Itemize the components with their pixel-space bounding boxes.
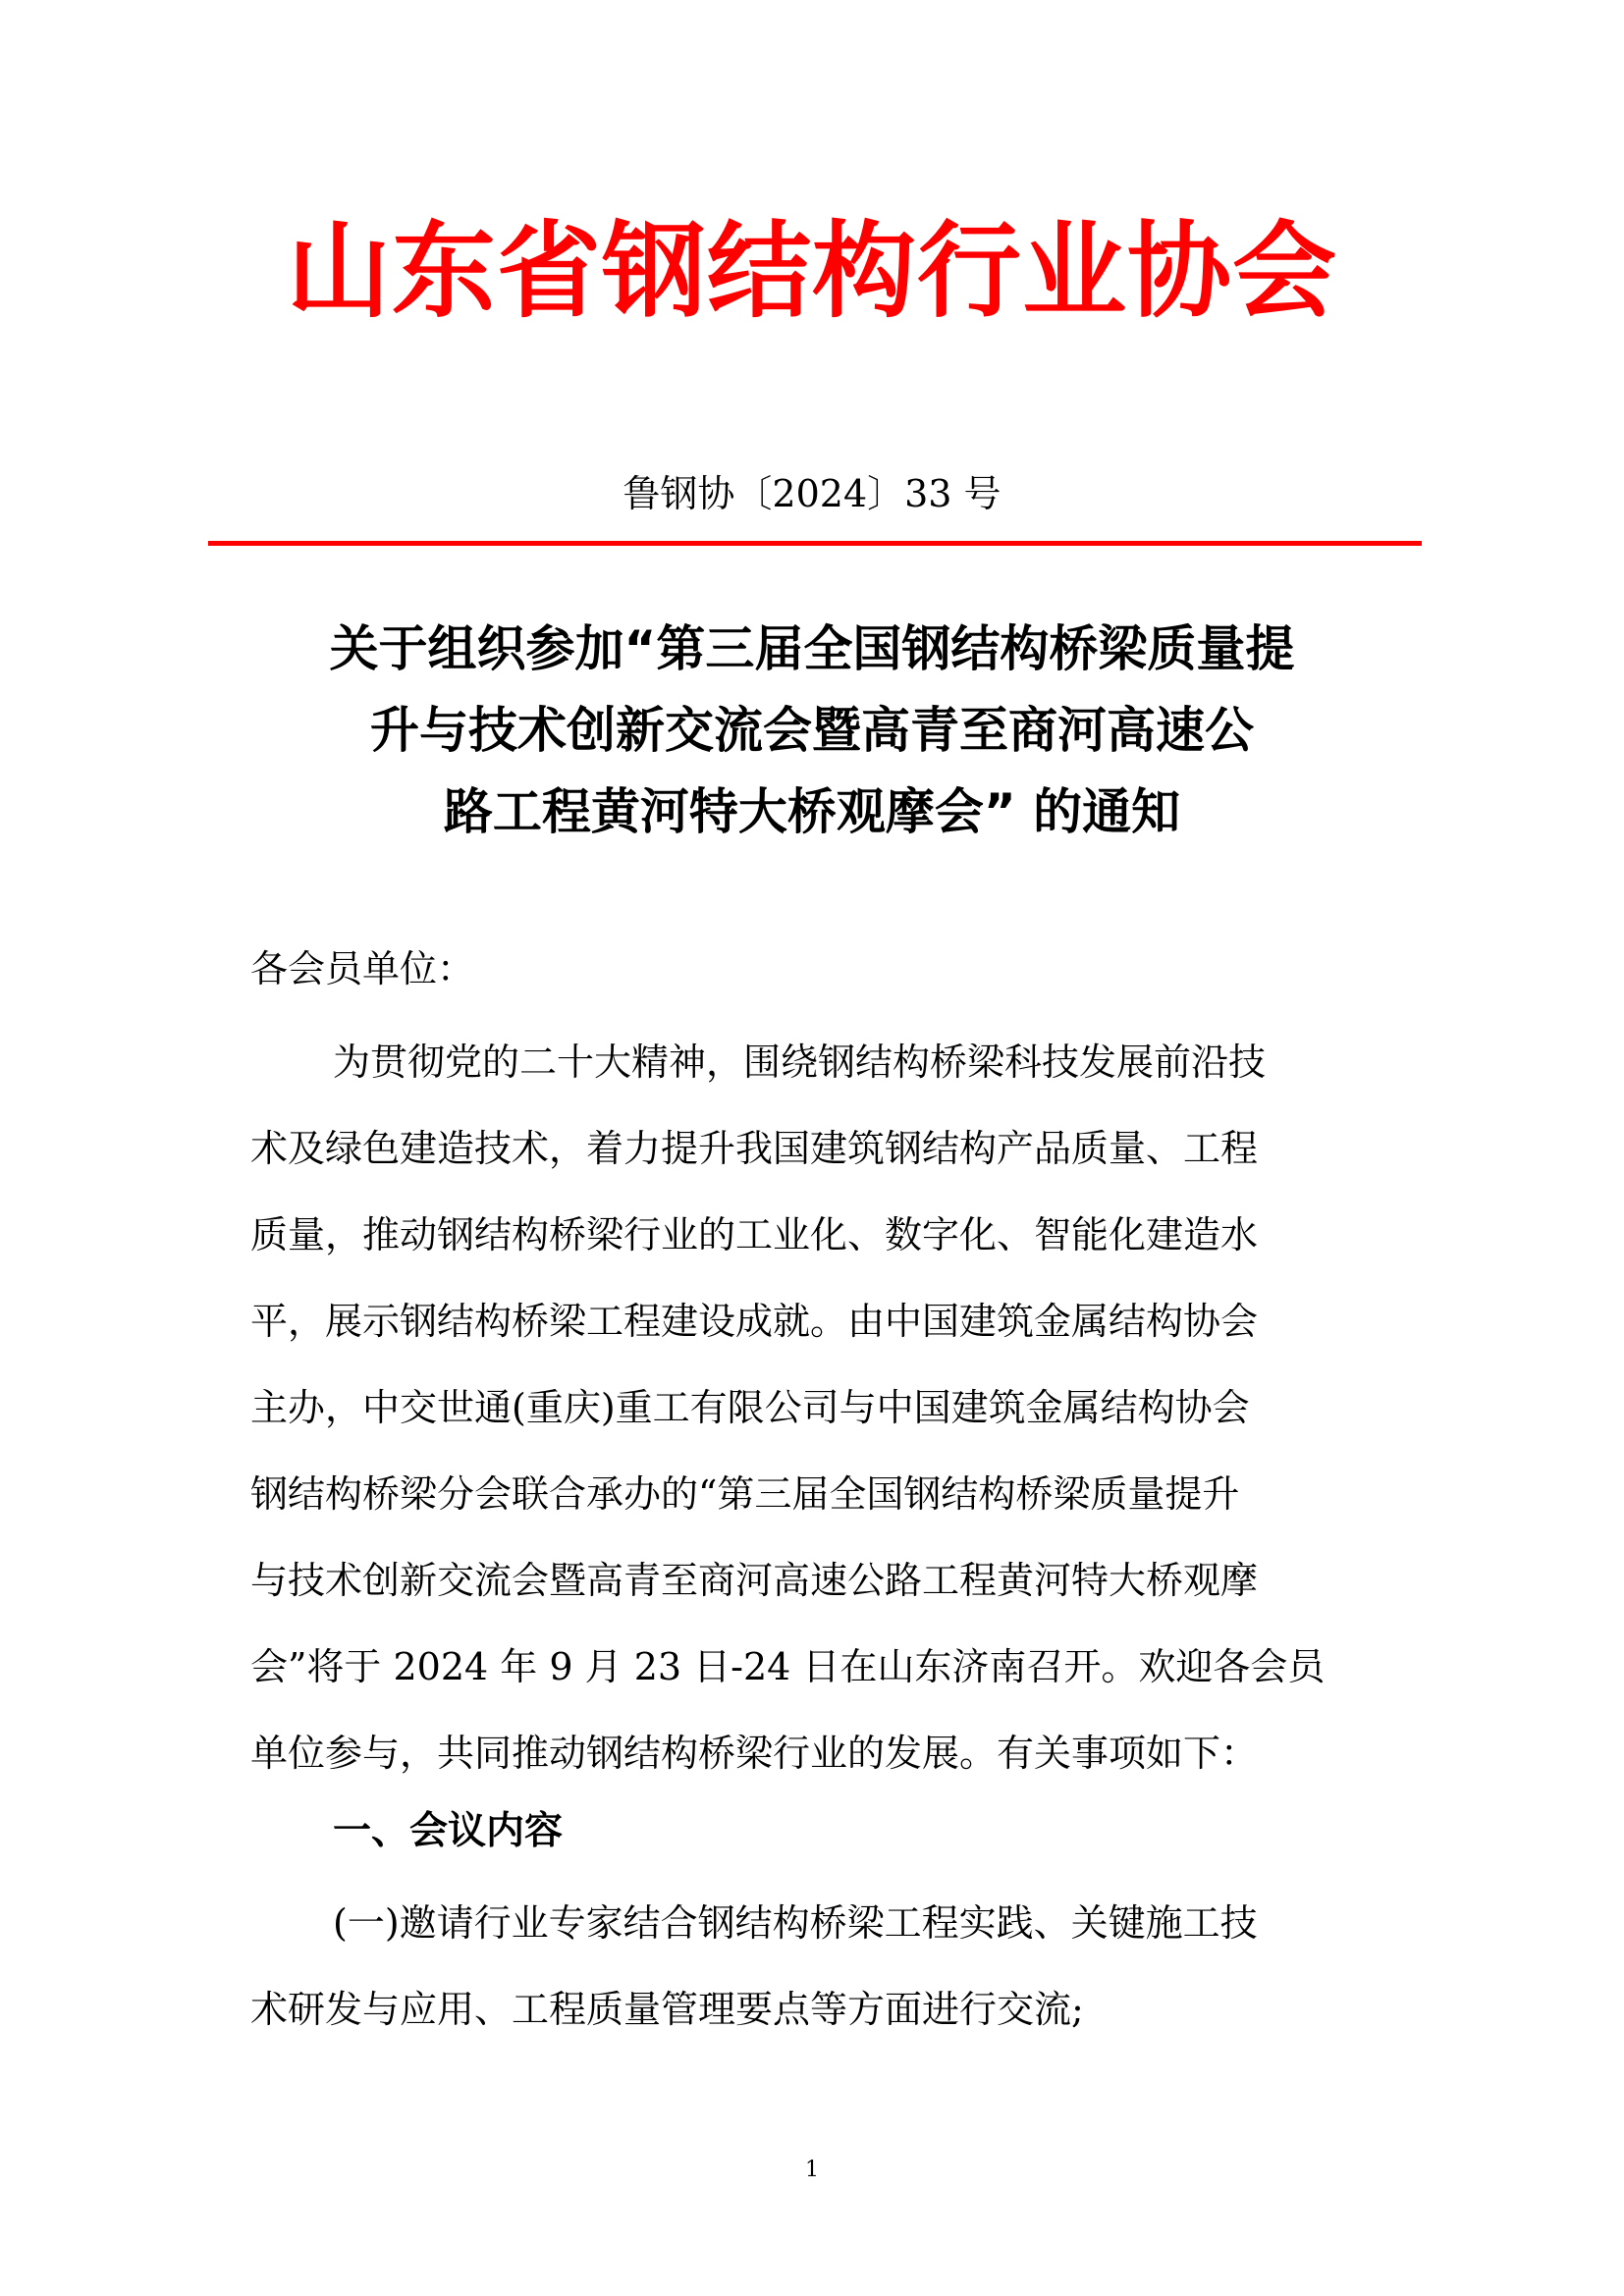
paragraph-line: 单位参与，共同推动钢结构桥梁行业的发展。有关事项如下：: [250, 1732, 1259, 1775]
document-number: 鲁钢协〔2024〕33 号: [623, 472, 1001, 515]
paragraph-line: 平，展示钢结构桥梁工程建设成就。由中国建筑金属结构协会: [250, 1300, 1259, 1343]
document-title: [196, 609, 1428, 853]
paragraph-line: 钢结构桥梁分会联合承办的“第三届全国钢结构桥梁质量提升: [250, 1472, 1240, 1516]
paragraph-intro: [250, 1019, 1389, 1796]
title-line: 升与技术创新交流会暨高青至商河高速公: [370, 702, 1254, 759]
title-line: 关于组织参加“第三届全国钢结构桥梁质量提: [329, 620, 1295, 677]
paragraph-line: 为贯彻党的二十大精神，围绕钢结构桥梁科技发展前沿技: [333, 1041, 1267, 1084]
paragraph-line: 会”将于 2024 年 9 月 23 日-24 日在山东济南召开。欢迎各会员: [250, 1645, 1326, 1688]
salutation: 各会员单位：: [250, 947, 475, 990]
page-number: 1: [805, 2158, 819, 2182]
paragraph-line: 主办，中交世通(重庆)重工有限公司与中国建筑金属结构协会: [250, 1386, 1250, 1429]
red-divider-line: [208, 541, 1422, 546]
paragraph-line: (一)邀请行业专家结合钢结构桥梁工程实践、关键施工技: [333, 1901, 1258, 1945]
paragraph-line: 质量，推动钢结构桥梁行业的工业化、数字化、智能化建造水: [250, 1213, 1259, 1256]
section-heading-meeting-content: 一、会议内容: [333, 1809, 564, 1853]
title-line: 路工程黄河特大桥观摩会” 的通知: [443, 783, 1181, 840]
paragraph-line: 与技术创新交流会暨高青至商河高速公路工程黄河特大桥观摩: [250, 1559, 1259, 1602]
paragraph-line: 术研发与应用、工程质量管理要点等方面进行交流;: [250, 1988, 1084, 2031]
paragraph-line: 术及绿色建造技术，着力提升我国建筑钢结构产品质量、工程: [250, 1127, 1259, 1170]
organization-header: 山东省钢结构行业协会: [287, 211, 1337, 332]
paragraph-meeting-content: [250, 1880, 1389, 2053]
